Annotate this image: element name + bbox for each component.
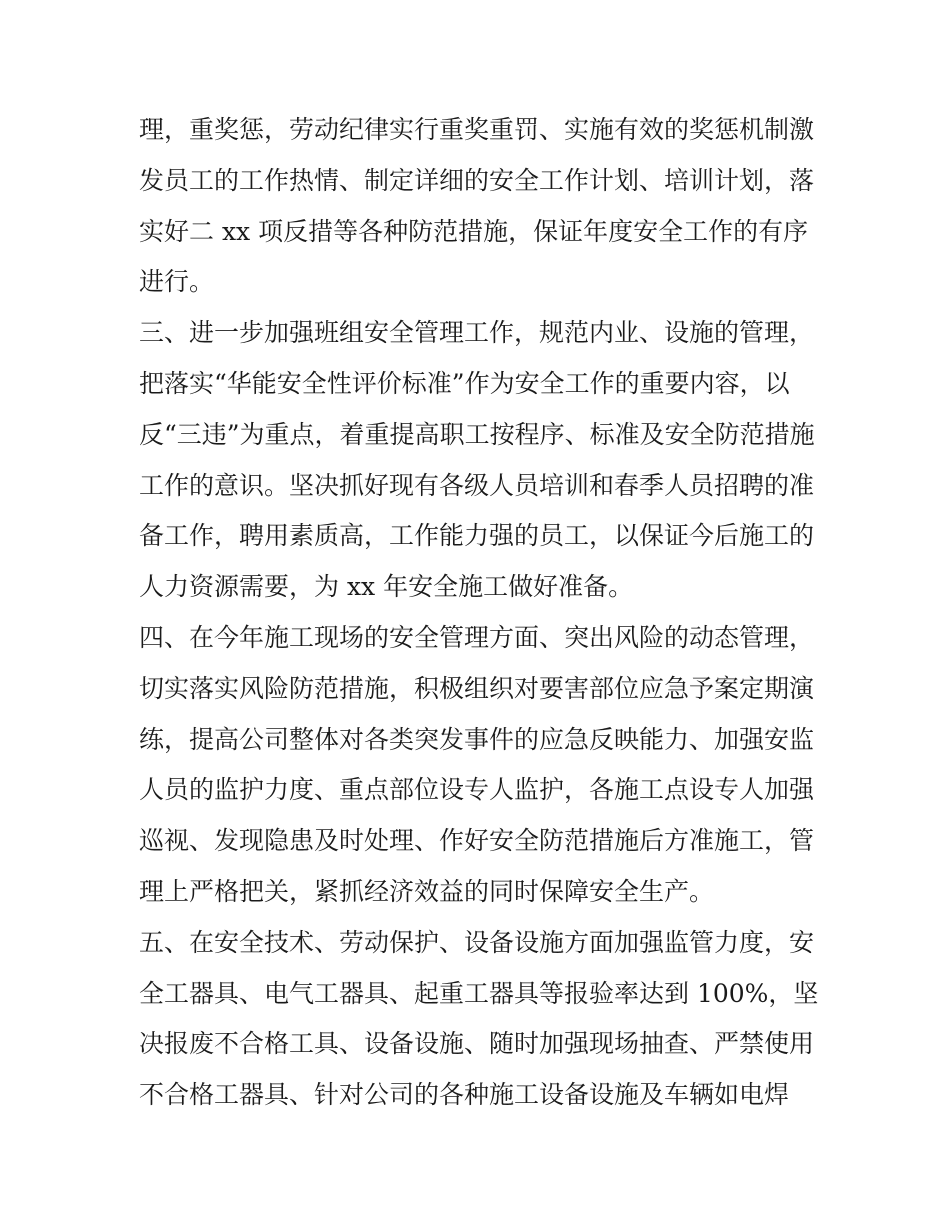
text-line: 五、在安全技术、劳动保护、设备设施方面加强监管力度，安 bbox=[139, 927, 815, 957]
text-line: 发员工的工作热情、制定详细的安全工作计划、培训计划，落 bbox=[139, 165, 815, 195]
text-line: 理，重奖惩，劳动纪律实行重奖重罚、实施有效的奖惩机制激 bbox=[139, 115, 815, 144]
text-line: 不合格工器具、针对公司的各种施工设备设施及车辆如电焊 bbox=[139, 1080, 790, 1110]
text-line: 工作的意识。坚决抓好现有各级人员培训和春季人员招聘的准 bbox=[139, 470, 815, 500]
text-line: 四、在今年施工现场的安全管理方面、突出风险的动态管理， bbox=[139, 622, 815, 652]
text-line: 全工器具、电气工器具、起重工器具等报验率达到 100%，坚 bbox=[139, 978, 819, 1008]
text-line: 决报废不合格工具、设备设施、随时加强现场抽查、严禁使用 bbox=[139, 1029, 815, 1059]
text-line: 进行。 bbox=[139, 267, 215, 297]
text-line: 巡视、发现隐患及时处理、作好安全防范措施后方准施工，管 bbox=[139, 826, 815, 856]
text-line: 反“三违”为重点，着重提高职工按程序、标准及安全防范措施 bbox=[139, 419, 815, 449]
text-line: 人员的监护力度、重点部位设专人监护，各施工点设专人加强 bbox=[139, 775, 815, 805]
text-line: 切实落实风险防范措施，积极组织对要害部位应急予案定期演 bbox=[139, 673, 815, 703]
text-line: 把落实“华能安全性评价标准”作为安全工作的重要内容，以 bbox=[139, 368, 790, 398]
text-line: 练，提高公司整体对各类突发事件的应急反映能力、加强安监 bbox=[139, 724, 815, 754]
document-body bbox=[139, 105, 819, 1121]
text-line: 实好二 xx 项反措等各种防范措施，保证年度安全工作的有序 bbox=[139, 216, 809, 246]
text-line: 备工作，聘用素质高，工作能力强的员工，以保证今后施工的 bbox=[139, 521, 815, 551]
text-line: 理上严格把关，紧抓经济效益的同时保障安全生产。 bbox=[139, 876, 715, 906]
text-line: 人力资源需要，为 xx 年安全施工做好准备。 bbox=[139, 572, 634, 602]
text-line: 三、进一步加强班组安全管理工作，规范内业、设施的管理， bbox=[139, 318, 815, 348]
